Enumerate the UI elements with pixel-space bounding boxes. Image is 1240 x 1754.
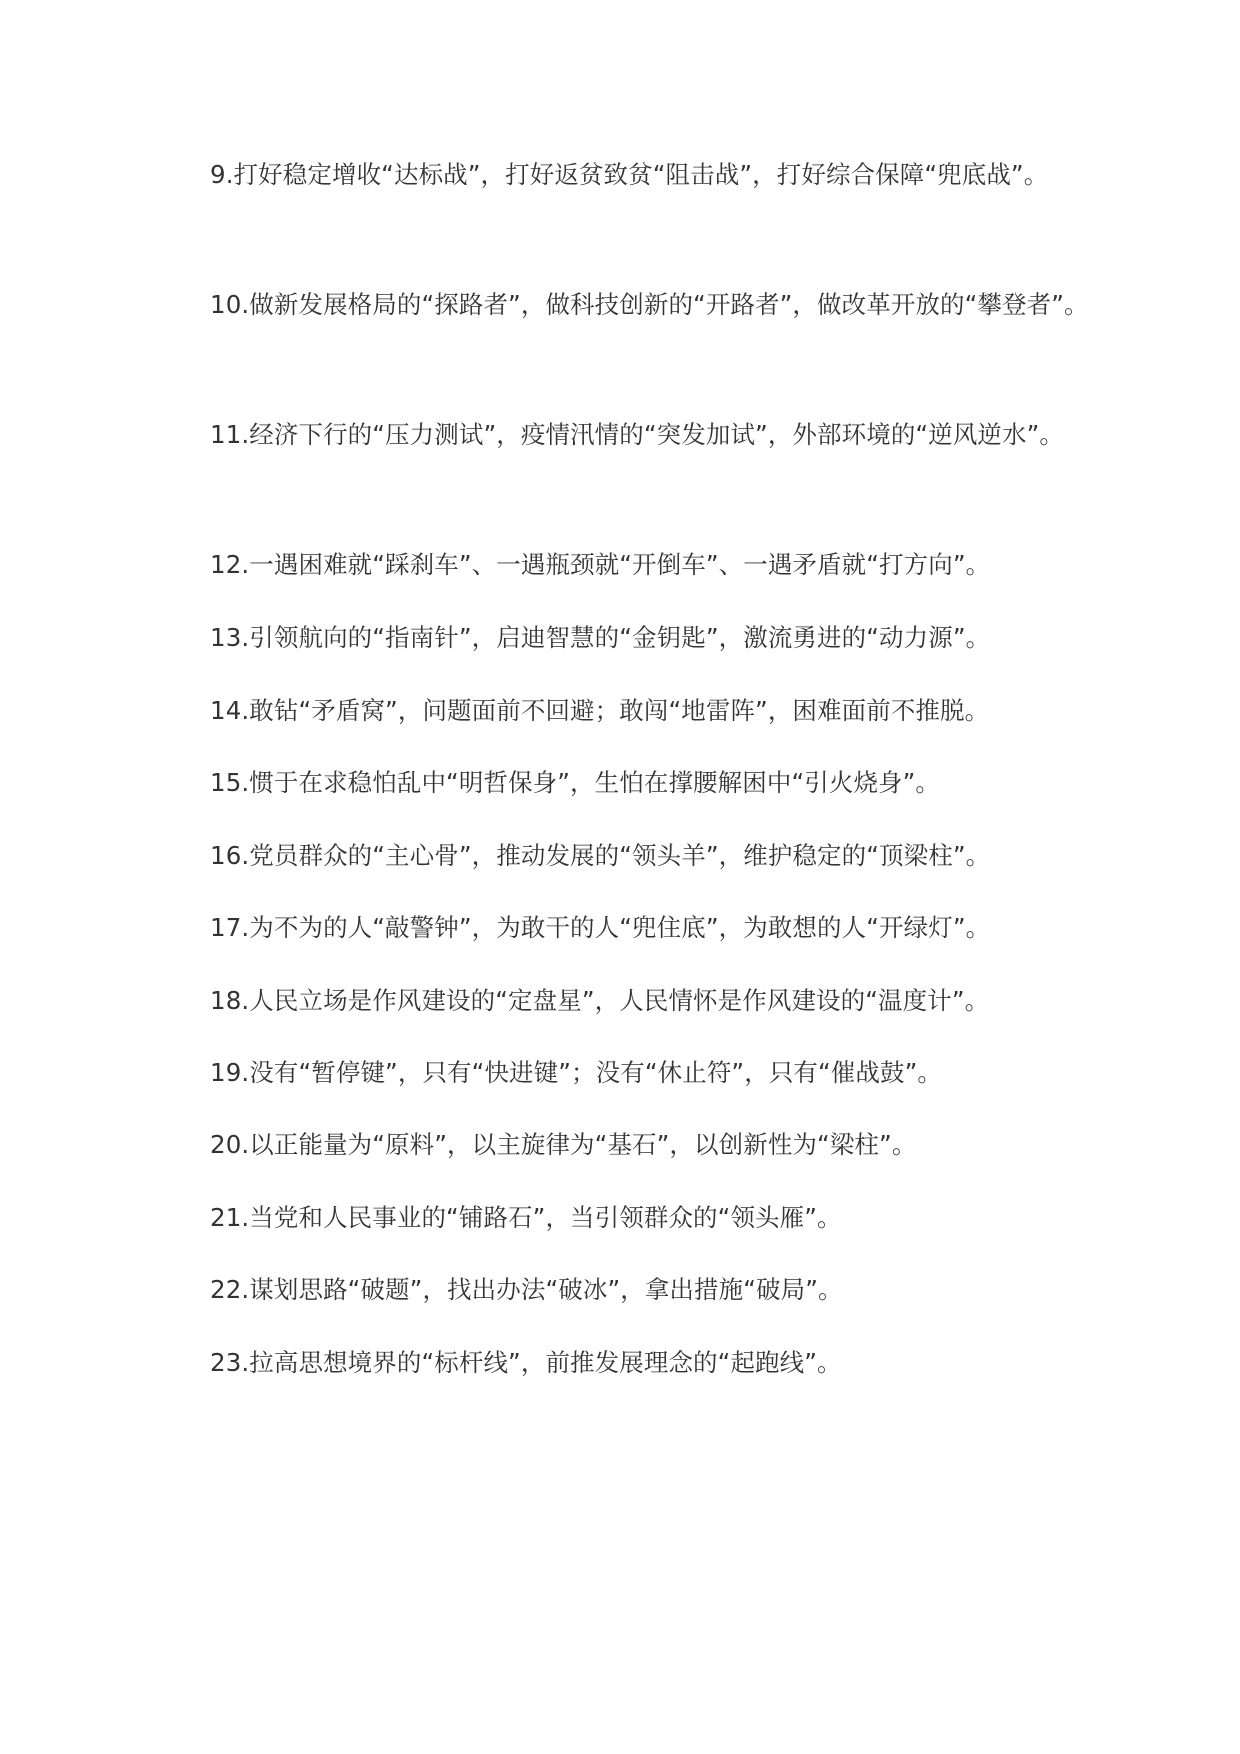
paragraph-19: 19.没有“暂停键”，只有“快进键”；没有“休止符”，只有“催战鼓”。	[210, 1058, 943, 1087]
paragraph-13: 13.引领航向的“指南针”，启迪智慧的“金钥匙”，激流勇进的“动力源”。	[210, 623, 991, 652]
paragraph-9: 9.打好稳定增收“达标战”，打好返贫致贫“阻击战”，打好综合保障“兜底战”。	[210, 160, 1049, 189]
paragraph-23: 23.拉高思想境界的“标杆线”，前推发展理念的“起跑线”。	[210, 1348, 842, 1377]
paragraph-22: 22.谋划思路“破题”，找出办法“破冰”，拿出措施“破局”。	[210, 1275, 843, 1304]
paragraph-17: 17.为不为的人“敲警钟”，为敢干的人“兜住底”，为敢想的人“开绿灯”。	[210, 913, 991, 942]
paragraph-18: 18.人民立场是作风建设的“定盘星”，人民情怀是作风建设的“温度计”。	[210, 986, 990, 1015]
paragraph-21: 21.当党和人民事业的“铺路石”，当引领群众的“领头雁”。	[210, 1203, 842, 1232]
paragraph-10: 10.做新发展格局的“探路者”，做科技创新的“开路者”，做改革开放的“攀登者”。	[210, 290, 1089, 319]
paragraph-14: 14.敢钻“矛盾窝”，问题面前不回避；敢闯“地雷阵”，困难面前不推脱。	[210, 696, 990, 725]
paragraph-11: 11.经济下行的“压力测试”，疫情汛情的“突发加试”，外部环境的“逆风逆水”。	[210, 420, 1065, 449]
paragraph-12: 12.一遇困难就“踩刹车”、一遇瓶颈就“开倒车”、一遇矛盾就“打方向”。	[210, 550, 991, 579]
paragraph-15: 15.惯于在求稳怕乱中“明哲保身”，生怕在撑腰解困中“引火烧身”。	[210, 768, 941, 797]
paragraph-20: 20.以正能量为“原料”，以主旋律为“基石”，以创新性为“梁柱”。	[210, 1130, 917, 1159]
paragraph-16: 16.党员群众的“主心骨”，推动发展的“领头羊”，维护稳定的“顶梁柱”。	[210, 841, 991, 870]
